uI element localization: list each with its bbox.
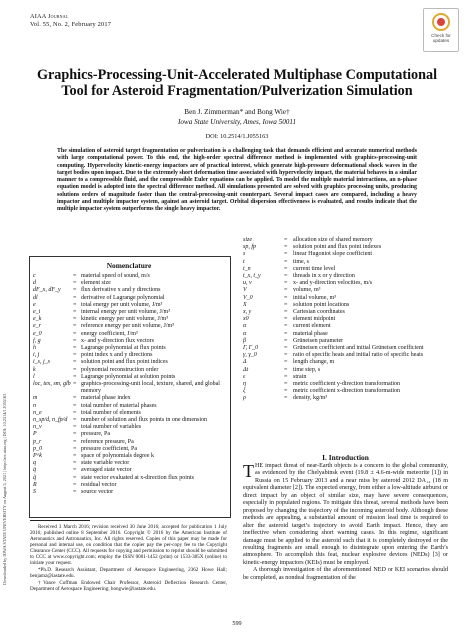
equals-sign: = <box>284 309 288 316</box>
nomenclature-definition: linear Hugoniot slope coefficient <box>293 251 373 258</box>
nomenclature-definition: time step, s <box>293 366 321 373</box>
nomenclature-entry <box>33 424 227 431</box>
nomenclature-definition: x- and y-direction velocities, m/s <box>293 280 373 287</box>
nomenclature-symbol: c <box>33 273 36 279</box>
nomenclature-definition: length change, m <box>293 359 335 366</box>
nomenclature-right-list <box>243 237 448 403</box>
nomenclature-definition: pressure, Pa <box>81 431 110 438</box>
nomenclature-definition: element size <box>81 280 111 287</box>
nomenclature-symbol: P^k <box>33 453 42 460</box>
equals-sign: = <box>73 438 77 445</box>
nomenclature-entry <box>33 453 227 460</box>
nomenclature-entry <box>33 467 227 474</box>
nomenclature-entry <box>33 395 227 402</box>
nomenclature-entry <box>33 302 227 309</box>
badge-line1: Check for <box>431 33 451 38</box>
equals-sign: = <box>73 395 77 402</box>
nomenclature-definition: polynomial reconstruction order <box>81 366 159 373</box>
equals-sign: = <box>284 301 288 308</box>
equals-sign: = <box>284 388 288 395</box>
equals-sign: = <box>284 373 288 380</box>
equals-sign: = <box>73 467 77 474</box>
equals-sign: = <box>73 323 77 330</box>
equals-sign: = <box>73 481 77 488</box>
nomenclature-symbol: X <box>243 301 247 308</box>
nomenclature-symbol: t_n <box>243 265 251 272</box>
title-line-1: Graphics-Processing-Unit-Accelerated Multiphase Computational <box>36 67 438 83</box>
nomenclature-entry <box>33 431 227 438</box>
equals-sign: = <box>73 417 77 424</box>
intro-paragraph-1-text: HE impact threat of near-Earth objects is a concern to the global community, as evidenced by the Chelyabinsk event (19.8 ± 4.6-m-wide meteorite [1]) in Russia on 15 February 2013 and a near miss by asteroid 2012 DA₁₄ (18 m equivalent diameter [2]). The expected energy, from either a low-altitude airburst or direct impact by an object of similar size, may have severe consequences, especially in populated regions. To mitigate this threat, several methods have been proposed by changing the trajectory of the incoming asteroid body. Although these methods are appealing, a substantial amount of mission lead time is required to alter the asteroid target’s trajectory to avoid Earth impact. Hence, they are ineffective when considering short warning cases. In this regime, significant damage must be applied to the asteroid such that it is completely destroyed or the resulting fragments are small enough to disintegrate upon entering the Earth’s atmosphere. To accomplish this feat, nuclear explosive devices (NEDs) [3] or kinetic-energy impactors (KEIs) must be employed. <box>243 463 448 566</box>
footnote-rule <box>30 520 90 521</box>
nomenclature-entry <box>243 309 448 316</box>
nomenclature-symbol: h <box>33 345 36 352</box>
nomenclature-entry <box>243 280 448 287</box>
nomenclature-entry <box>33 410 227 417</box>
download-sidebar <box>2 255 12 585</box>
footnote-author-1: *Ph.D. Research Assistant, Department of Aerospace Engineering, 2362 Howe Hall; benjamz@iastate.edu. <box>30 567 227 579</box>
nomenclature-definition: total energy per unit volume, J/m³ <box>81 301 163 308</box>
equals-sign: = <box>284 352 288 359</box>
nomenclature-definition: initial volume, m³ <box>293 294 336 301</box>
nomenclature-symbol: R <box>33 481 37 488</box>
nomenclature-symbol: k <box>33 366 36 373</box>
nomenclature-entry <box>243 266 448 273</box>
equals-sign: = <box>284 323 288 330</box>
nomenclature-definition: pressure coefficient, Pa <box>81 445 138 452</box>
nomenclature-definition: density, kg/m³ <box>293 395 328 402</box>
equals-sign: = <box>73 301 77 308</box>
equals-sign: = <box>73 366 77 373</box>
nomenclature-symbol: V_0 <box>243 294 253 301</box>
nomenclature-entry <box>33 309 227 316</box>
nomenclature-entry <box>243 287 448 294</box>
journal-issue: Vol. 55, No. 2, February 2017 <box>30 21 112 28</box>
nomenclature-symbol: ρ <box>243 395 246 402</box>
nomenclature-entry <box>243 259 448 266</box>
drop-cap: T <box>243 461 254 481</box>
nomenclature-definition: space of polynomials degree k <box>81 453 154 460</box>
journal-header <box>30 13 111 29</box>
nomenclature-symbol: p_0 <box>33 445 42 452</box>
nomenclature-symbol: dl <box>33 294 38 301</box>
nomenclature-entry <box>33 273 227 280</box>
equals-sign: = <box>73 273 77 279</box>
nomenclature-entry <box>243 395 448 402</box>
nomenclature-entry <box>33 287 227 294</box>
nomenclature-definition: total number of material phases <box>81 402 157 409</box>
nomenclature-definition: material phase index <box>81 395 131 402</box>
nomenclature-definition: Grüneisen coefficient and initial Grüneisen coefficient <box>293 345 424 352</box>
nomenclature-entry <box>33 439 227 446</box>
nomenclature-definition: Lagrange polynomial at flux points <box>81 345 166 352</box>
nomenclature-definition: state vector evaluated at x-direction flux points <box>81 474 194 481</box>
nomenclature-symbol: q <box>33 460 36 467</box>
nomenclature-entry <box>33 331 227 338</box>
nomenclature-definition: x- and y-direction flux vectors <box>81 337 154 344</box>
nomenclature-definition: total number of elements <box>81 409 141 416</box>
nomenclature-entry <box>243 359 448 366</box>
equals-sign: = <box>73 337 77 344</box>
equals-sign: = <box>284 366 288 373</box>
nomenclature-entry <box>33 374 227 381</box>
nomenclature-symbol: s <box>243 251 246 258</box>
nomenclature-definition: Cartesian coordinates <box>293 309 345 316</box>
nomenclature-symbol: η <box>243 381 246 388</box>
nomenclature-symbol: V <box>243 287 247 294</box>
equals-sign: = <box>284 265 288 272</box>
nomenclature-symbol: P <box>33 431 37 438</box>
nomenclature-definition: allocation size of shared memory <box>293 237 373 243</box>
nomenclature-entry <box>243 295 448 302</box>
nomenclature-definition: residual vector <box>81 481 117 488</box>
nomenclature-entry <box>243 273 448 280</box>
introduction-heading: I. Introduction <box>322 453 369 462</box>
nomenclature-entry <box>33 323 227 330</box>
equals-sign: = <box>284 316 288 323</box>
nomenclature-symbol: Γ, Γ_0 <box>243 345 259 352</box>
equals-sign: = <box>284 294 288 301</box>
nomenclature-entry <box>243 302 448 309</box>
equals-sign: = <box>73 445 77 452</box>
nomenclature-symbol: e_i <box>33 309 41 316</box>
nomenclature-symbol: S <box>33 489 36 496</box>
nomenclature-entry <box>33 403 227 410</box>
nomenclature-entry <box>33 359 227 366</box>
nomenclature-symbol: α <box>243 330 247 337</box>
nomenclature-symbol: sp, fp <box>243 244 257 251</box>
nomenclature-definition: threads in x or y direction <box>293 273 355 280</box>
nomenclature-entry <box>33 460 227 467</box>
equals-sign: = <box>284 287 288 294</box>
nomenclature-symbol: n_sp/d, n_fp/d <box>33 417 68 424</box>
nomenclature-definition: point index x and y directions <box>81 352 153 359</box>
nomenclature-definition: material phase <box>293 330 328 337</box>
equals-sign: = <box>73 359 77 366</box>
nomenclature-symbol: q̄ <box>33 467 36 474</box>
nomenclature-definition: averaged state vector <box>81 467 132 474</box>
affiliation: Iowa State University, Ames, Iowa 50011 <box>177 118 297 126</box>
nomenclature-symbol: u, v <box>243 280 252 287</box>
nomenclature-entry <box>243 374 448 381</box>
nomenclature-entry <box>243 251 448 258</box>
nomenclature-definition: solution point locations <box>293 301 350 308</box>
nomenclature-definition: solution point and flux point indexes <box>293 244 382 251</box>
equals-sign: = <box>73 373 77 380</box>
nomenclature-entry <box>33 338 227 345</box>
intro-paragraph-1 <box>243 463 448 567</box>
nomenclature-entry <box>243 367 448 374</box>
equals-sign: = <box>284 395 288 402</box>
intro-paragraph-2: A thorough investigation of the aforementioned NED or KEI scenarios should be completed, as nondeal fragmentation of the <box>243 567 448 581</box>
nomenclature-symbol: f, g <box>33 337 41 344</box>
equals-sign: = <box>284 345 288 352</box>
nomenclature-symbol: Δ <box>243 359 247 366</box>
nomenclature-symbol: e <box>33 301 36 308</box>
equals-sign: = <box>284 280 288 287</box>
nomenclature-entry <box>243 352 448 359</box>
nomenclature-symbol: m <box>33 395 38 402</box>
nomenclature-left-list <box>33 273 227 496</box>
nomenclature-entry <box>33 489 227 496</box>
nomenclature-entry <box>33 446 227 453</box>
nomenclature-symbol: q̃ <box>33 474 36 481</box>
nomenclature-heading: Nomenclature <box>106 261 152 270</box>
nomenclature-symbol: size <box>243 237 252 243</box>
nomenclature-entry <box>243 338 448 345</box>
nomenclature-definition: element midpoint <box>293 316 336 323</box>
nomenclature-definition: number of solution and flux points in one dimension <box>81 417 207 424</box>
nomenclature-entry <box>33 482 227 489</box>
nomenclature-symbol: i_s, j_s <box>33 359 51 366</box>
equals-sign: = <box>73 352 77 359</box>
nomenclature-definition: state variable vector <box>81 460 130 467</box>
nomenclature-definition: material speed of sound, m/s <box>81 273 150 279</box>
nomenclature-entry <box>33 381 227 395</box>
equals-sign: = <box>284 381 288 388</box>
equals-sign: = <box>73 460 77 467</box>
nomenclature-symbol: β <box>243 337 246 344</box>
nomenclature-definition: reference energy per unit volume, J/m³ <box>81 323 174 330</box>
footnote-received: Received 3 March 2016; revision received 30 June 2016; accepted for publication 1 July 2016; published online 8 September 2016. Copyright © 2016 by the American Institute of Aeronautics and Astronautics, Inc. All rights reserved. Copies of this paper may be made for personal and internal use, on condition that the copier pay the per-copy fee to the Copyright Clearance Center (CCC). All requests for copying and permission to reprint should be submitted to CCC at www.copyright.com; employ the ISSN 0001-1452 (print) or 1533-385X (online) to initiate your request. <box>30 524 227 566</box>
nomenclature-symbol: Δt <box>243 366 249 373</box>
nomenclature-symbol: loc, tex, sm, glb <box>33 381 71 388</box>
equals-sign: = <box>284 359 288 366</box>
nomenclature-entry <box>243 331 448 338</box>
equals-sign: = <box>73 309 77 316</box>
equals-sign: = <box>73 294 77 301</box>
nomenclature-definition: current time level <box>293 265 336 272</box>
introduction-body <box>243 463 448 582</box>
nomenclature-symbol: dF_x, dF_y <box>33 287 61 294</box>
nomenclature-definition: derivative of Lagrange polynomial <box>81 294 165 301</box>
nomenclature-definition: strain <box>293 373 307 380</box>
nomenclature-symbol: ξ <box>243 388 246 395</box>
title-line-2: Tool for Asteroid Fragmentation/Pulverization Simulation <box>61 82 413 99</box>
authors: Ben J. Zimmerman* and Bong Wie† <box>184 108 290 116</box>
nomenclature-entry <box>243 316 448 323</box>
equals-sign: = <box>73 474 77 481</box>
nomenclature-definition: time, s <box>293 258 309 265</box>
nomenclature-symbol: d <box>33 280 36 287</box>
nomenclature-definition: Lagrange polynomial at solution points <box>81 373 176 380</box>
nomenclature-symbol: n <box>33 402 36 409</box>
equals-sign: = <box>73 431 77 438</box>
equals-sign: = <box>73 453 77 460</box>
nomenclature-definition: volume, m³ <box>293 287 321 294</box>
paper-title <box>20 68 454 99</box>
equals-sign: = <box>73 280 77 287</box>
footnotes <box>30 524 227 593</box>
equals-sign: = <box>73 409 77 416</box>
nomenclature-definition: energy coefficient, J/m³ <box>81 330 138 337</box>
nomenclature-definition: flux derivative x and y directions <box>81 287 161 294</box>
nomenclature-symbol: e_r <box>33 323 41 330</box>
doi[interactable]: DOI: 10.2514/1.J055163 <box>205 133 269 140</box>
equals-sign: = <box>73 424 77 431</box>
nomenclature-symbol: x, y <box>243 309 252 316</box>
nomenclature-symbol: i, j <box>33 352 40 359</box>
nomenclature-definition: source vector <box>81 489 114 496</box>
nomenclature-definition: current element <box>293 323 331 330</box>
equals-sign: = <box>73 287 77 294</box>
crossmark-icon <box>432 13 450 31</box>
equals-sign: = <box>73 402 77 409</box>
nomenclature-definition: solution point and flux point indices <box>81 359 168 366</box>
nomenclature-definition: reference pressure, Pa <box>81 438 134 445</box>
equals-sign: = <box>73 489 77 496</box>
nomenclature-symbol: n_e <box>33 409 42 416</box>
nomenclature-definition: total number of variables <box>81 424 142 431</box>
equals-sign: = <box>73 330 77 337</box>
equals-sign: = <box>284 251 288 258</box>
equals-sign: = <box>73 381 77 388</box>
nomenclature-definition: kinetic energy per unit volume, J/m³ <box>81 316 169 323</box>
nomenclature-symbol: ε <box>243 373 246 380</box>
equals-sign: = <box>284 244 288 251</box>
nomenclature-entry <box>33 475 227 482</box>
nomenclature-symbol: p_r <box>33 438 42 445</box>
abstract: The simulation of asteroid target fragmentation or pulverization is a challenging task that demands efficient and accurate numerical methods with large computational power. To this end, the high-order spectral difference method is implemented with graphics-processing-unit computing. Hypervelocity kinetic-energy impactors are of practical interest, which generate high-pressure deformational shock waves in the target bodies upon impact. Due to the extremely short deformation time associated with hypervelocity impact, the material behaves in a similar manner to a compressible fluid, and the compressible Euler equations can be applied. To model the multiple material interactions, an n-phase equation model is adopted into the spectral difference method. All simulations presented are solved with graphics processing units, producing solutions orders of magnitude faster than the central-processing-unit counterpart. Several impact cases are compared, including a heavy impactor and multiple impactor system, against an asteroid target. Orbital dispersion effectiveness is evaluated, and results indicate that the multiple impactor system outperforms the single heavy impactor. <box>57 148 417 213</box>
nomenclature-definition: internal energy per unit volume, J/m³ <box>81 309 171 316</box>
equals-sign: = <box>284 237 288 243</box>
equals-sign: = <box>284 330 288 337</box>
journal-name: AIAA Journal <box>30 13 69 20</box>
download-note: Downloaded by IOWA STATE UNIVERSITY on August 5, 2021 | http://arc.aiaa.org | DOI: 10.2514/1.J055163 <box>2 393 7 585</box>
footnote-author-2: †Vance Coffman Endowed Chair Professor, Asteroid Deflection Research Center, Department of Aerospace Engineering; bongwie@iastate.edu. <box>30 580 227 592</box>
nomenclature-symbol: t_x, t_y <box>243 273 261 280</box>
nomenclature-entry <box>33 367 227 374</box>
nomenclature-definition: graphics-processing-unit local, texture, shared, and global memory <box>81 381 220 395</box>
nomenclature-symbol: α <box>243 323 247 330</box>
nomenclature-definition: metric coefficient x-direction transformation <box>293 388 401 395</box>
equals-sign: = <box>73 345 77 352</box>
nomenclature-entry <box>243 388 448 395</box>
nomenclature-symbol: e_0 <box>33 330 42 337</box>
nomenclature-definition: ratio of specific heats and initial ratio of specific heats <box>293 352 424 359</box>
equals-sign: = <box>284 337 288 344</box>
equals-sign: = <box>73 316 77 323</box>
nomenclature-symbol: e_k <box>33 316 42 323</box>
nomenclature-symbol: x0 <box>243 316 249 323</box>
nomenclature-entry <box>33 295 227 302</box>
nomenclature-entry <box>33 345 227 352</box>
nomenclature-symbol: l <box>33 373 35 380</box>
nomenclature-symbol: n_v <box>33 424 42 431</box>
nomenclature-symbol: t <box>243 258 245 265</box>
equals-sign: = <box>284 258 288 265</box>
page-number: 599 <box>232 620 242 627</box>
badge-line2: updates <box>432 38 450 43</box>
equals-sign: = <box>284 273 288 280</box>
nomenclature-symbol: γ, γ_0 <box>243 352 257 359</box>
nomenclature-entry <box>243 323 448 330</box>
nomenclature-definition: Grüneisen parameter <box>293 337 344 344</box>
check-for-updates-badge[interactable] <box>423 8 459 52</box>
nomenclature-definition: metric coefficient y-direction transformation <box>293 381 401 388</box>
